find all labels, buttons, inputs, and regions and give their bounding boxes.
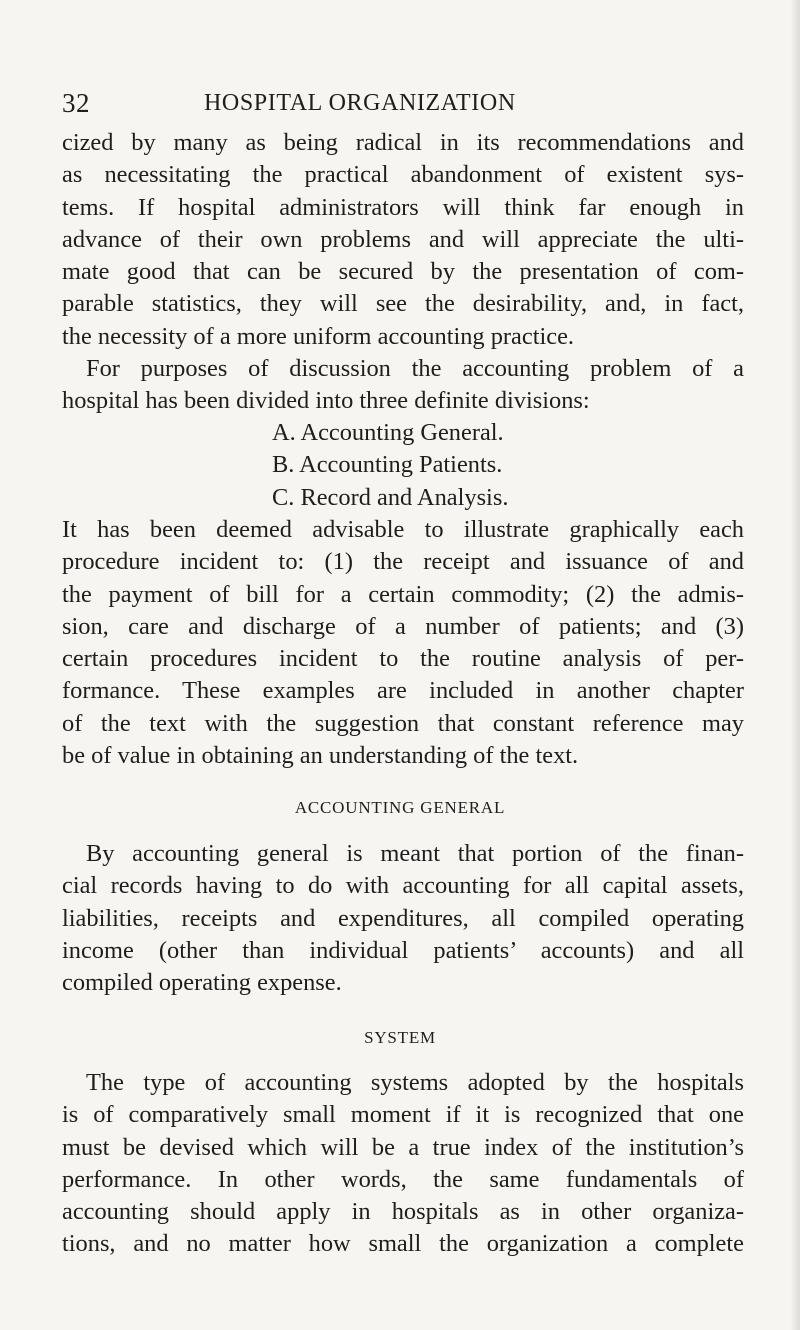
text-line: cized by many as being radical in its recommendations and — [62, 129, 744, 156]
text-line: procedure incident to: (1) the receipt and issuance of and — [62, 548, 744, 576]
text-line: certain procedures incident to the routine analysis of per- — [62, 645, 744, 673]
text-line: be of value in obtaining an understanding of the text. — [62, 742, 579, 770]
running-head: HOSPITAL ORGANIZATION — [204, 90, 516, 116]
section-heading-accounting-general: ACCOUNTING GENERAL — [294, 798, 506, 817]
text-line: income (other than individual patients’ accounts) and all — [62, 936, 744, 964]
divisions-list — [272, 417, 732, 514]
text-line: sion, care and discharge of a number of patients; and (3) — [62, 612, 744, 640]
text-line: For purposes of discussion the accounting problem of a — [86, 355, 744, 382]
text-line: The type of accounting systems adopted by the hospitals — [86, 1069, 744, 1096]
text-line: tions, and no matter how small the organization a complete — [62, 1230, 744, 1258]
paragraph-4 — [62, 838, 744, 999]
paragraph-2 — [62, 353, 744, 418]
text-line: must be devised which will be a true index of the institution’s — [62, 1133, 744, 1161]
text-line: compiled operating expense. — [62, 969, 342, 997]
paragraph-3 — [62, 514, 744, 772]
section-heading-system: SYSTEM — [364, 1028, 436, 1047]
text-line: advance of their own problems and will appreciate the ulti- — [62, 225, 744, 253]
text-line: the payment of bill for a certain commodity; (2) the admis- — [62, 580, 744, 608]
text-line: parable statistics, they will see the desirability, and, in fact, — [62, 290, 744, 318]
text-line: mate good that can be secured by the presentation of com- — [62, 258, 744, 286]
paragraph-5 — [62, 1067, 744, 1261]
paragraph-1 — [62, 127, 744, 353]
page-header — [40, 86, 760, 122]
text-line: liabilities, receipts and expenditures, all compiled operating — [62, 904, 744, 932]
text-line: performance. In other words, the same fundamentals of — [62, 1165, 744, 1193]
text-line: It has been deemed advisable to illustrate graphically each — [62, 516, 744, 543]
page-edge-shadow — [790, 0, 800, 1330]
text-line: of the text with the suggestion that constant reference may — [62, 709, 744, 737]
text-line: formance. These examples are included in another chapter — [62, 677, 744, 705]
text-line: accounting should apply in hospitals as in other organiza- — [62, 1198, 744, 1226]
text-line: is of comparatively small moment if it is recognized that one — [62, 1101, 744, 1129]
division-item-a: A. Accounting General. — [272, 419, 504, 446]
text-line: By accounting general is meant that portion of the finan- — [86, 840, 744, 867]
text-line: hospital has been divided into three definite divisions: — [62, 387, 590, 415]
text-line: the necessity of a more uniform accounting practice. — [62, 322, 575, 350]
division-item-c: C. Record and Analysis. — [272, 483, 509, 511]
text-line: cial records having to do with accounting for all capital assets, — [62, 872, 744, 900]
division-item-b: B. Accounting Patients. — [272, 451, 503, 479]
text-line: as necessitating the practical abandonment of existent sys- — [62, 161, 744, 189]
text-line: tems. If hospital administrators will think far enough in — [62, 193, 744, 221]
page-number: 32 — [62, 88, 90, 118]
